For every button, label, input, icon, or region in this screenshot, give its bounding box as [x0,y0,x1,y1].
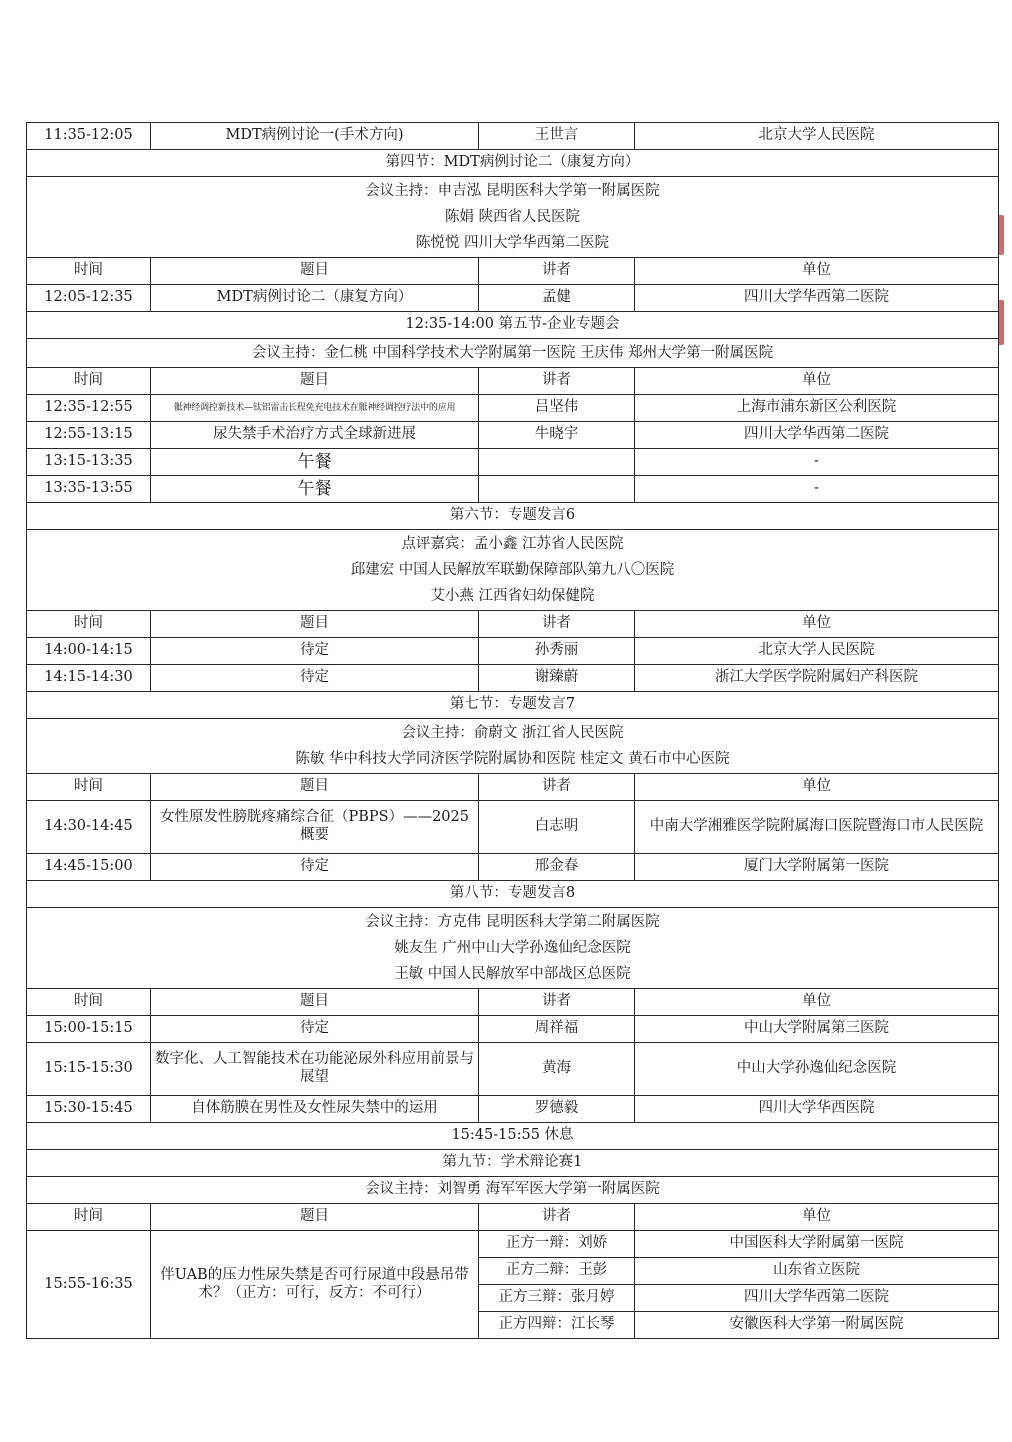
session-row [27,1043,999,1096]
debater-unit-cell: 四川大学华西第二医院 [635,1285,999,1312]
column-header-row [27,368,999,395]
speaker-cell: 邢金春 [479,854,635,881]
session-row [27,476,999,503]
unit-cell: 单位 [635,989,999,1016]
host-cell [27,530,999,611]
schedule-body [27,123,999,1339]
topic-cell: 题目 [151,258,479,285]
unit-cell: 四川大学华西医院 [635,1096,999,1123]
speaker-cell: 罗德毅 [479,1096,635,1123]
speaker-cell: 讲者 [479,258,635,285]
host-cell [27,177,999,258]
host-line: 陈娟 陕西省人民医院 [444,209,581,225]
time-cell: 时间 [27,258,151,285]
unit-cell: 上海市浦东新区公利医院 [635,395,999,422]
debater-cell: 正方一辩：刘娇 [479,1231,635,1258]
time-cell: 时间 [27,368,151,395]
time-cell: 时间 [27,611,151,638]
debate-row [27,1231,999,1258]
debater-unit-cell: 中国医科大学附属第一医院 [635,1231,999,1258]
unit-cell: 浙江大学医学院附属妇产科医院 [635,665,999,692]
host-row [27,339,999,368]
topic-cell: 尿失禁手术治疗方式全球新进展 [151,422,479,449]
unit-cell: 单位 [635,368,999,395]
unit-cell: 中南大学湘雅医学院附属海口医院暨海口市人民医院 [635,801,999,854]
schedule-table [26,122,999,1339]
host-line: 陈悦悦 四川大学华西第二医院 [415,235,610,251]
time-cell: 15:15-15:30 [27,1043,151,1096]
topic-cell: 数字化、人工智能技术在功能泌尿外科应用前景与展望 [151,1043,479,1096]
time-cell: 时间 [27,989,151,1016]
debater-unit-cell: 山东省立医院 [635,1258,999,1285]
section-row [27,1123,999,1150]
speaker-cell [479,449,635,476]
speaker-cell: 孟健 [479,285,635,312]
section-title: 第八节：专题发言8 [27,881,999,908]
unit-cell: 北京大学人民医院 [635,638,999,665]
section-row [27,312,999,339]
unit-cell: 中山大学孙逸仙纪念医院 [635,1043,999,1096]
section-title: 第六节：专题发言6 [27,503,999,530]
debater-cell: 正方二辩：王彭 [479,1258,635,1285]
speaker-cell: 吕坚伟 [479,395,635,422]
unit-cell: 中山大学附属第三医院 [635,1016,999,1043]
topic-cell: MDT病例讨论二（康复方向） [151,285,479,312]
section-row [27,1177,999,1204]
time-cell: 15:30-15:45 [27,1096,151,1123]
section-row [27,150,999,177]
topic-cell: 题目 [151,1204,479,1231]
speaker-cell: 讲者 [479,1204,635,1231]
speaker-cell: 谢臻蔚 [479,665,635,692]
unit-cell: 单位 [635,1204,999,1231]
speaker-cell: 黄海 [479,1043,635,1096]
section-title: 15:45-15:55 休息 [27,1123,999,1150]
time-cell: 14:00-14:15 [27,638,151,665]
session-row [27,638,999,665]
topic-cell: 伴UAB的压力性尿失禁是否可行尿道中段悬吊带术？（正方：可行，反方：不可行） [151,1231,479,1339]
topic-cell: 题目 [151,989,479,1016]
speaker-cell: 白志明 [479,801,635,854]
time-cell: 13:35-13:55 [27,476,151,503]
section-title: 第七节：专题发言7 [27,692,999,719]
time-cell: 时间 [27,774,151,801]
time-cell: 14:30-14:45 [27,801,151,854]
host-line: 会议主持：金仁桃 中国科学技术大学附属第一医院 王庆伟 郑州大学第一附属医院 [251,345,774,361]
speaker-cell: 王世言 [479,123,635,150]
column-header-row [27,611,999,638]
topic-cell: 题目 [151,774,479,801]
time-cell: 15:55-16:35 [27,1231,151,1339]
host-row [27,177,999,258]
unit-cell: 单位 [635,611,999,638]
unit-cell: 北京大学人民医院 [635,123,999,150]
speaker-cell: 牛晓宇 [479,422,635,449]
topic-cell: 待定 [151,1016,479,1043]
section-row [27,1150,999,1177]
session-row [27,1096,999,1123]
topic-cell: 待定 [151,638,479,665]
topic-cell: 午餐 [151,449,479,476]
session-row [27,395,999,422]
time-cell: 12:35-12:55 [27,395,151,422]
unit-cell: - [635,449,999,476]
topic-cell: 题目 [151,611,479,638]
session-row [27,449,999,476]
topic-cell: 骶神经调控新技术—钛铝雷击长程免充电技术在骶神经调控疗法中的应用 [151,395,479,422]
unit-cell: 单位 [635,774,999,801]
time-cell: 12:55-13:15 [27,422,151,449]
session-row [27,285,999,312]
topic-cell: 自体筋膜在男性及女性尿失禁中的运用 [151,1096,479,1123]
host-line: 王敏 中国人民解放军中部战区总医院 [394,966,631,982]
host-cell [27,339,999,368]
host-line: 陈敏 华中科技大学同济医学院附属协和医院 桂定文 黄石市中心医院 [295,751,730,767]
host-line: 点评嘉宾：孟小鑫 江苏省人民医院 [401,536,624,552]
speaker-cell: 讲者 [479,774,635,801]
topic-cell: 题目 [151,368,479,395]
topic-cell: 待定 [151,854,479,881]
section-row [27,692,999,719]
host-line: 会议主持：俞蔚文 浙江省人民医院 [401,725,624,741]
debater-cell: 正方三辩：张月婷 [479,1285,635,1312]
unit-cell: 四川大学华西第二医院 [635,285,999,312]
column-header-row [27,258,999,285]
column-header-row [27,774,999,801]
session-row [27,854,999,881]
time-cell: 时间 [27,1204,151,1231]
time-cell: 12:05-12:35 [27,285,151,312]
session-row [27,123,999,150]
host-line: 艾小燕 江西省妇幼保健院 [430,588,595,604]
unit-cell: 四川大学华西第二医院 [635,422,999,449]
topic-cell: 女性原发性膀胱疼痛综合征（PBPS）——2025概要 [151,801,479,854]
section-title: 第四节：MDT病例讨论二（康复方向） [27,150,999,177]
speaker-cell: 孙秀丽 [479,638,635,665]
topic-cell: 午餐 [151,476,479,503]
column-header-row [27,1204,999,1231]
host-row [27,530,999,611]
topic-cell: 待定 [151,665,479,692]
speaker-cell: 讲者 [479,989,635,1016]
host-cell [27,908,999,989]
unit-cell: - [635,476,999,503]
time-cell: 14:45-15:00 [27,854,151,881]
session-row [27,801,999,854]
host-line: 姚友生 广州中山大学孙逸仙纪念医院 [394,940,631,956]
time-cell: 14:15-14:30 [27,665,151,692]
speaker-cell [479,476,635,503]
section-title: 会议主持：刘智勇 海军军医大学第一附属医院 [27,1177,999,1204]
section-row [27,503,999,530]
host-line: 会议主持：申吉泓 昆明医科大学第一附属医院 [365,183,660,199]
host-row [27,719,999,774]
session-row [27,665,999,692]
unit-cell: 厦门大学附属第一医院 [635,854,999,881]
host-line: 邱建宏 中国人民解放军联勤保障部队第九八〇医院 [350,562,675,578]
section-title: 12:35-14:00 第五节-企业专题会 [27,312,999,339]
time-cell: 13:15-13:35 [27,449,151,476]
session-row [27,422,999,449]
time-cell: 15:00-15:15 [27,1016,151,1043]
host-cell [27,719,999,774]
speaker-cell: 讲者 [479,611,635,638]
speaker-cell: 周祥福 [479,1016,635,1043]
debater-cell: 正方四辩：江长琴 [479,1312,635,1339]
host-row [27,908,999,989]
section-row [27,881,999,908]
column-header-row [27,989,999,1016]
speaker-cell: 讲者 [479,368,635,395]
topic-cell: MDT病例讨论一(手术方向) [151,123,479,150]
host-line: 会议主持：方克伟 昆明医科大学第二附属医院 [365,914,660,930]
debater-unit-cell: 安徽医科大学第一附属医院 [635,1312,999,1339]
session-row [27,1016,999,1043]
time-cell: 11:35-12:05 [27,123,151,150]
unit-cell: 单位 [635,258,999,285]
section-title: 第九节：学术辩论赛1 [27,1150,999,1177]
